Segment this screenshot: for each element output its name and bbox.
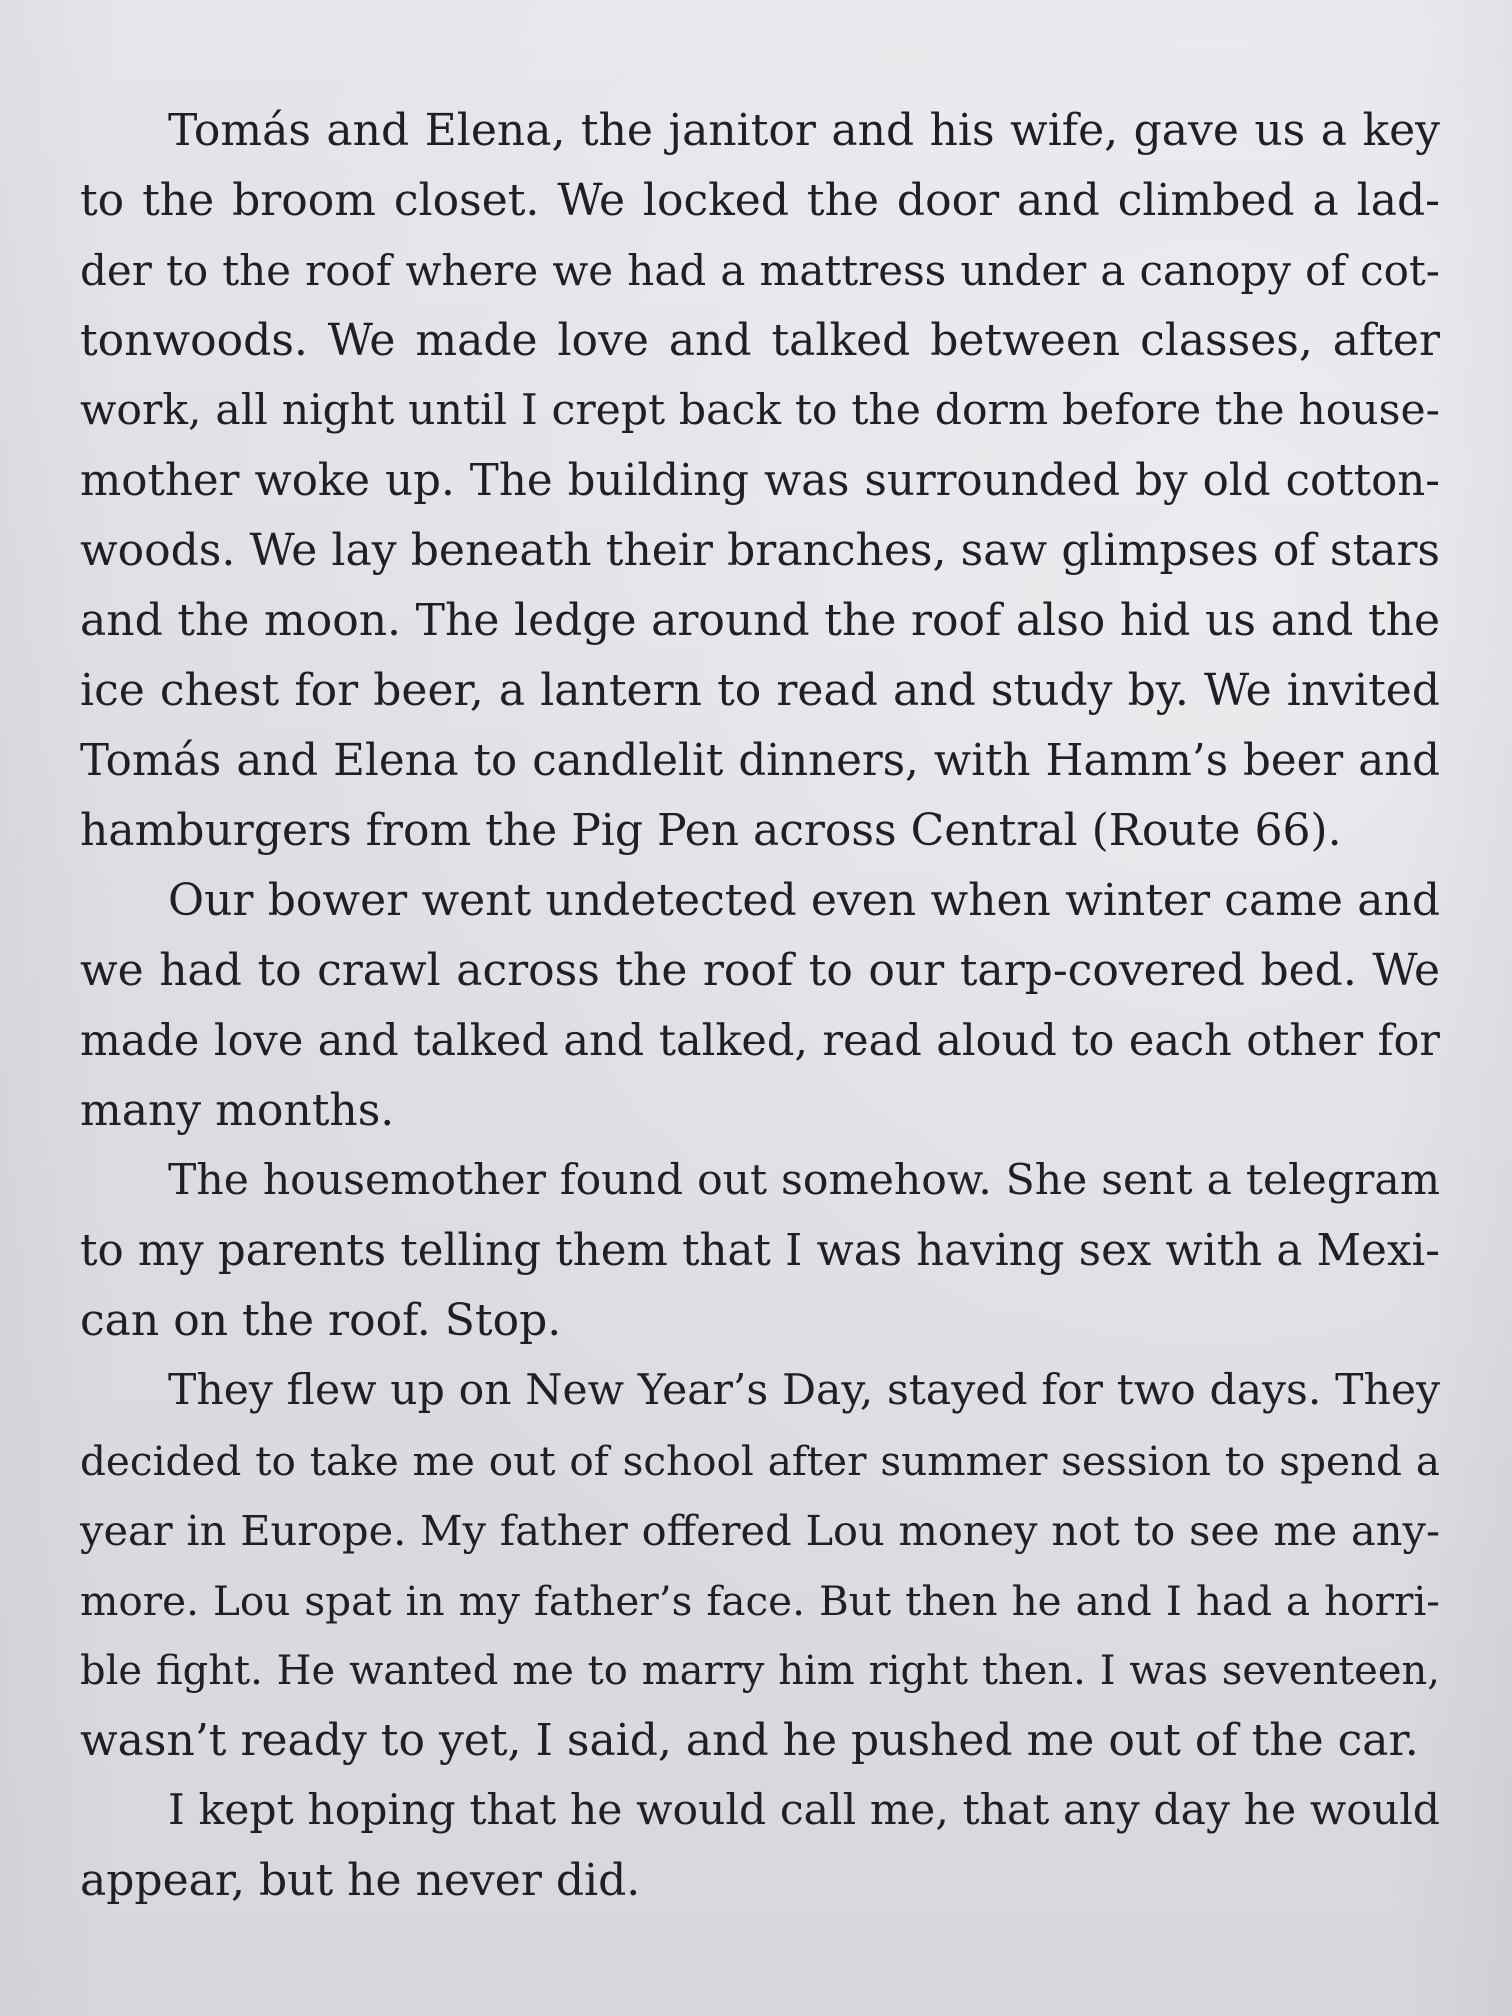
text-line: They flew up on New Year’s Day, stayed for two days. They: [168, 1366, 1440, 1415]
text-line: to my parents telling them that I was having sex with a Mexi-: [80, 1226, 1440, 1276]
text-line: we had to crawl across the roof to our tarp-covered bed. We: [80, 945, 1440, 996]
body-text: [80, 96, 1440, 1916]
text-line: Tomás and Elena, the janitor and his wife, gave us a key: [168, 105, 1440, 156]
text-line: The housemother found out somehow. She sent a telegram: [168, 1156, 1440, 1205]
text-line: I kept hoping that he would call me, that any day he would: [168, 1786, 1440, 1835]
text-line: and the moon. The ledge around the roof also hid us and the: [80, 595, 1440, 646]
text-line: many months.: [80, 1085, 395, 1136]
text-line: ice chest for beer, a lantern to read and study by. We invited: [80, 665, 1440, 716]
text-line: work, all night until I crept back to the dorm before the house-: [80, 386, 1440, 435]
text-line: woods. We lay beneath their branches, saw glimpses of stars: [80, 525, 1440, 576]
text-line: ble fight. He wanted me to marry him right then. I was seventeen,: [80, 1648, 1440, 1694]
text-line: more. Lou spat in my father’s face. But then he and I had a horri-: [80, 1577, 1440, 1625]
text-line: mother woke up. The building was surrounded by old cotton-: [80, 456, 1440, 506]
text-line: Tomás and Elena to candlelit dinners, with Hamm’s beer and: [80, 736, 1440, 786]
text-line: made love and talked and talked, read aloud to each other for: [80, 1016, 1440, 1066]
text-line: Our bower went undetected even when winter came and: [168, 875, 1440, 926]
text-line: tonwoods. We made love and talked between classes, after: [80, 315, 1440, 366]
text-line: year in Europe. My father offered Lou money not to see me any-: [80, 1506, 1440, 1555]
text-line: appear, but he never did.: [80, 1855, 641, 1906]
text-line: can on the roof. Stop.: [80, 1295, 562, 1346]
text-line: wasn’t ready to yet, I said, and he pushed me out of the car.: [80, 1715, 1419, 1766]
text-line: der to the roof where we had a mattress under a canopy of cot-: [80, 246, 1440, 295]
text-line: decided to take me out of school after summer session to spend a: [80, 1437, 1440, 1485]
text-line: hamburgers from the Pig Pen across Central (Route 66).: [80, 805, 1342, 856]
text-line: to the broom closet. We locked the door and climbed a lad-: [80, 175, 1440, 226]
